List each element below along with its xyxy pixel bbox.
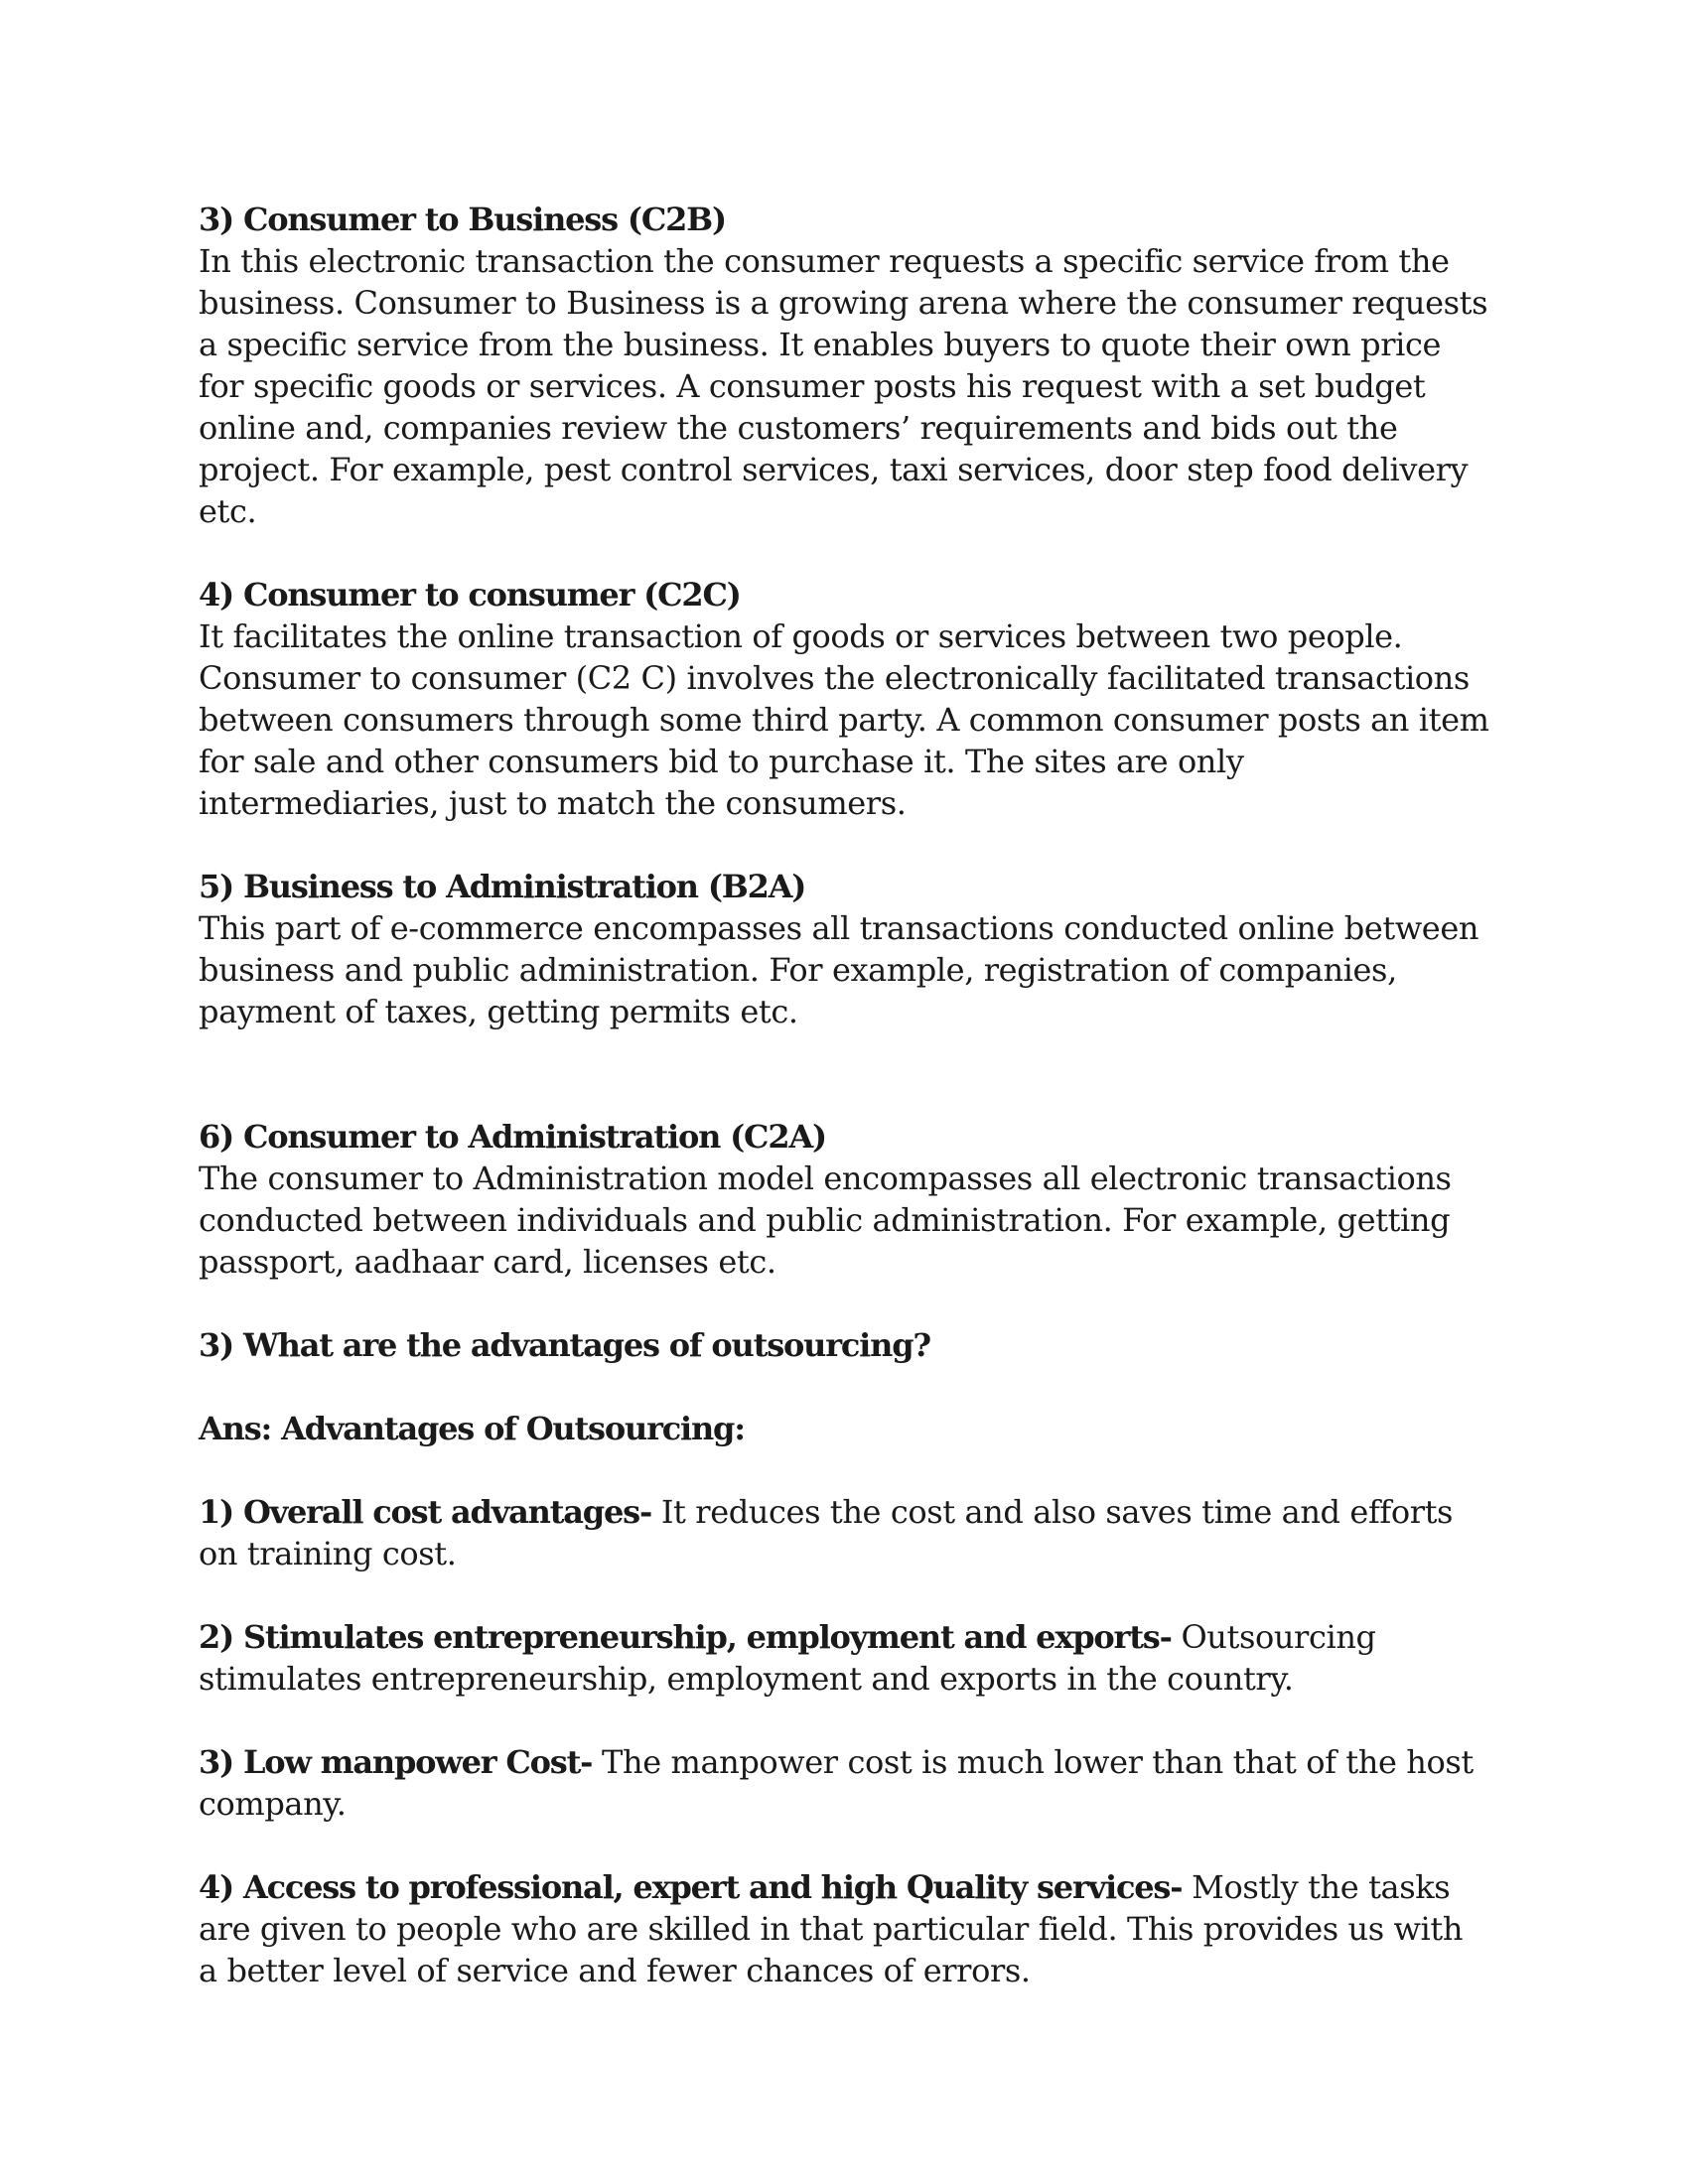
advantage-item-3 [199,1741,1489,1825]
section-c2c [199,574,1489,824]
advantage-label: 4) Access to professional, expert and high Quality services- [199,1868,1183,1906]
advantage-label: 1) Overall cost advantages- [199,1493,652,1531]
section-body: It facilitates the online transaction of goods or services between two people. Consumer to consumer (C2 C) involves the electronically facilitated transactions between consumers through some third party. A common consumer posts an item for sale and other consumers bid to purchase it. The sites are only intermediaries, just to match the consumers. [199,617,1489,822]
advantage-text: Mostly the tasks are given to people who are skilled in that particular field. This provides us with a better level of service and fewer chances of errors. [199,1868,1464,1989]
page-content [199,199,1489,2033]
answer-heading: Ans: Advantages of Outsourcing: [199,1410,745,1447]
section-c2a [199,1116,1489,1283]
section-heading: 6) Consumer to Administration (C2A) [199,1118,826,1156]
section-b2a [199,866,1489,1032]
section-c2b [199,199,1489,532]
section-heading: 3) Consumer to Business (C2B) [199,201,726,238]
advantage-text: Outsourcing stimulates entrepreneurship, employment and exports in the country. [199,1618,1376,1698]
section-heading: 4) Consumer to consumer (C2C) [199,576,741,614]
advantage-item-4 [199,1866,1489,1991]
advantage-text: The manpower cost is much lower than that of the host company. [199,1743,1474,1823]
advantage-item-1 [199,1491,1489,1574]
section-body: The consumer to Administration model encompasses all electronic transactions conducted between individuals and public administration. For example, getting passport, aadhaar card, licenses etc. [199,1160,1452,1281]
advantage-label: 3) Low manpower Cost- [199,1743,593,1781]
advantage-item-2 [199,1616,1489,1700]
advantage-text: It reduces the cost and also saves time and efforts on training cost. [199,1493,1454,1572]
advantage-label: 2) Stimulates entrepreneurship, employment and exports- [199,1618,1172,1656]
question-heading: 3) What are the advantages of outsourcing? [199,1326,930,1364]
section-body: In this electronic transaction the consumer requests a specific service from the business. Consumer to Business is a growing arena where the consumer requests a specific service from the business. It enables buyers to quote their own price for specific goods or services. A consumer posts his request with a set budget online and, companies review the customers’ requirements and bids out the project. For example, pest control services, taxi services, door step food delivery etc. [199,242,1488,530]
section-heading: 5) Business to Administration (B2A) [199,868,806,905]
section-body: This part of e-commerce encompasses all transactions conducted online between business and public administration. For example, registration of companies, payment of taxes, getting permits etc. [199,909,1479,1030]
